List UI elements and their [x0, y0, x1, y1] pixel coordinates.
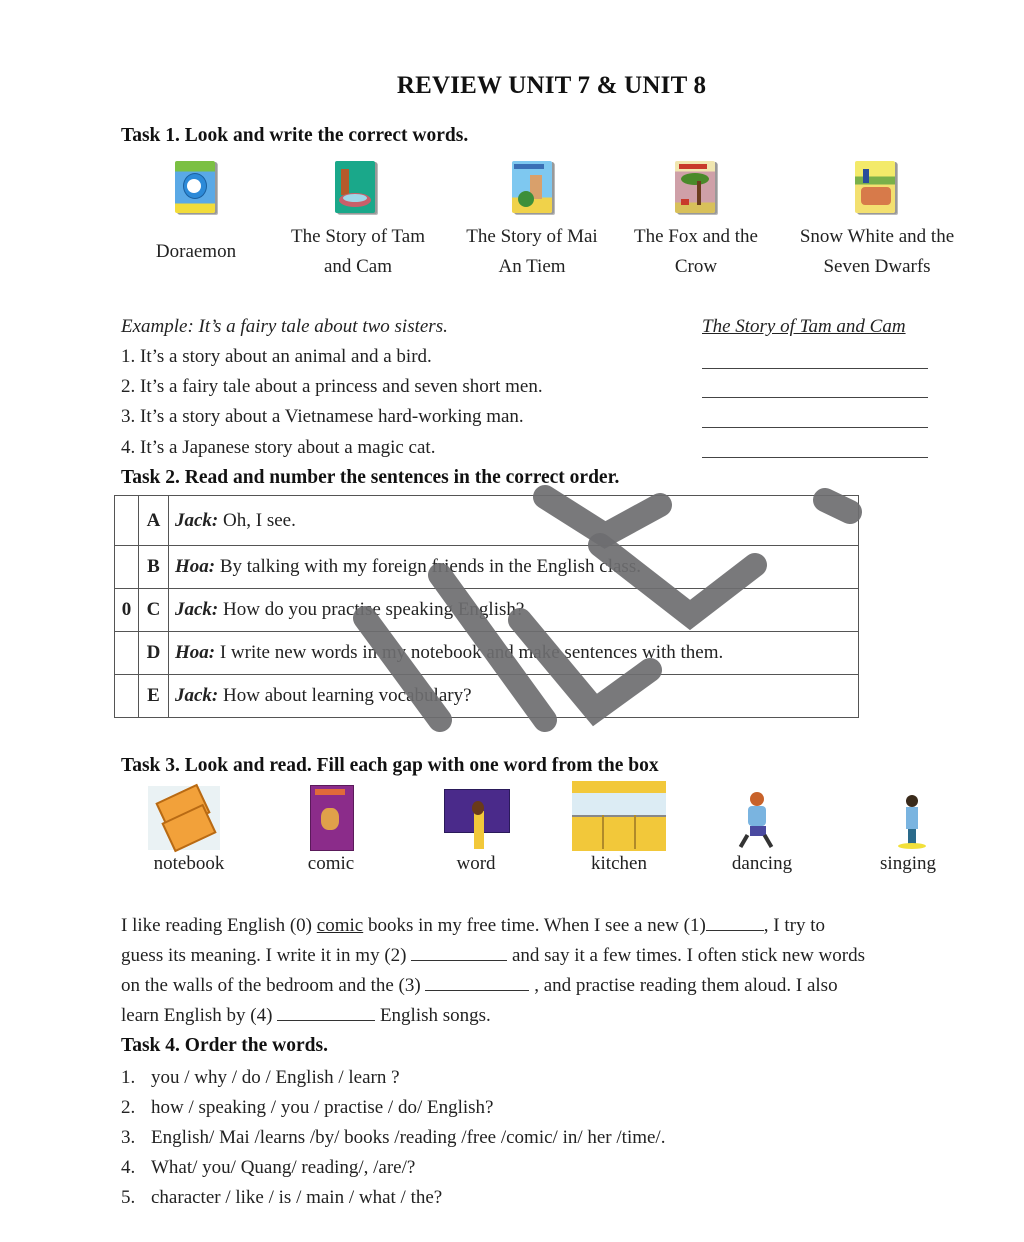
passage-text: and say it a few times. I often stick new words: [507, 945, 865, 966]
passage-line: [121, 911, 981, 941]
item-text: character / like / is / main / what / the?: [151, 1187, 443, 1208]
example-answer: comic: [316, 915, 364, 936]
answer-blank-2[interactable]: [702, 397, 928, 398]
item-text: What/ you/ Quang/ reading/, /are/?: [151, 1157, 416, 1178]
passage-text: I like reading English (0): [121, 915, 317, 936]
item-number: 1.: [121, 1067, 136, 1088]
task3-heading: Task 3. Look and read. Fill each gap with one word from the box: [121, 755, 659, 776]
speaker: Jack:: [175, 685, 219, 706]
sentence-text: By talking with my foreign friends in the English class.: [215, 556, 641, 577]
order-number-cell[interactable]: [115, 496, 139, 546]
word-label-kitchen: kitchen: [591, 853, 647, 874]
order-number-cell[interactable]: 0: [115, 589, 139, 632]
fill-gap-passage: [121, 911, 981, 1031]
passage-line: [121, 941, 981, 971]
letter-cell: A: [139, 496, 169, 546]
order-words-list: [121, 1063, 665, 1213]
sentence-text: I write new words in my notebook and make sentences with them.: [215, 642, 724, 663]
sentence-cell: [169, 546, 859, 589]
book-caption: [140, 237, 252, 267]
order-number-cell[interactable]: [115, 675, 139, 718]
singing-man-icon: [884, 785, 944, 851]
item-text: how / speaking / you / practise / do/ English?: [151, 1097, 494, 1118]
sentence-cell: [169, 589, 859, 632]
passage-text: on the walls of the bedroom and the (3): [121, 975, 426, 996]
dancing-boy-icon: [738, 790, 788, 850]
letter-cell: E: [139, 675, 169, 718]
passage-text: , I try to: [763, 915, 826, 936]
table-row: [115, 675, 859, 718]
table-row: [115, 632, 859, 675]
comic-book-icon: [310, 785, 354, 851]
answer-blank-4[interactable]: [702, 457, 928, 458]
book-caption: [620, 222, 772, 282]
list-item: [121, 1183, 665, 1213]
book-caption-line: An Tiem: [498, 256, 566, 277]
question-4: 4. It’s a Japanese story about a magic cat.: [121, 437, 436, 458]
book-caption-line: The Story of Mai: [466, 226, 598, 247]
list-item: [121, 1123, 665, 1153]
answer-blank-3[interactable]: [702, 427, 928, 428]
example-sentence: Example: It’s a fairy tale about two sisters.: [121, 316, 448, 337]
speaker: Hoa:: [175, 556, 216, 577]
speaker: Jack:: [175, 599, 219, 620]
word-label-notebook: notebook: [153, 853, 225, 874]
mai-an-tiem-book-icon: [512, 161, 552, 213]
list-item: [121, 1093, 665, 1123]
table-row: [115, 589, 859, 632]
sentence-text: How do you practise speaking English?: [218, 599, 525, 620]
order-number-cell[interactable]: [115, 546, 139, 589]
item-text: English/ Mai /learns /by/ books /reading /free /comic/ in/ her /time/.: [151, 1127, 666, 1148]
word-label-singing: singing: [880, 853, 936, 874]
table-row: [115, 496, 859, 546]
item-text: you / why / do / English / learn ?: [151, 1067, 400, 1088]
passage-text: guess its meaning. I write it in my (2): [121, 945, 412, 966]
speaker: Hoa:: [175, 642, 216, 663]
letter-cell: D: [139, 632, 169, 675]
doraemon-book-icon: [175, 161, 215, 213]
book-caption-line: Crow: [674, 256, 718, 277]
letter-cell: B: [139, 546, 169, 589]
fox-crow-book-icon: [675, 161, 715, 213]
book-caption: [452, 222, 612, 282]
book-caption: [782, 222, 972, 282]
book-caption-line: and Cam: [323, 256, 393, 277]
word-label-word: word: [456, 853, 496, 874]
book-caption-line: Seven Dwarfs: [823, 256, 931, 277]
speaker: Jack:: [175, 509, 219, 531]
passage-line: [121, 1001, 981, 1031]
gap-3-blank[interactable]: [425, 974, 529, 991]
book-caption-line: The Story of Tam: [291, 226, 425, 247]
task2-heading: Task 2. Read and number the sentences in the correct order.: [121, 467, 620, 488]
question-2: 2. It’s a fairy tale about a princess and seven short men.: [121, 376, 543, 397]
tam-cam-book-icon: [335, 161, 375, 213]
item-number: 4.: [121, 1157, 136, 1178]
gap-4-blank[interactable]: [277, 1004, 375, 1021]
item-number: 3.: [121, 1127, 136, 1148]
order-number-cell[interactable]: [115, 632, 139, 675]
list-item: [121, 1153, 665, 1183]
passage-text: English songs.: [375, 1005, 491, 1026]
kitchen-icon: [572, 781, 666, 849]
word-label-dancing: dancing: [731, 853, 793, 874]
sentence-text: Oh, I see.: [218, 509, 296, 531]
passage-text: , and practise reading them aloud. I also: [529, 975, 838, 996]
example-answer: The Story of Tam and Cam: [702, 316, 906, 337]
book-caption: [275, 222, 441, 282]
item-number: 2.: [121, 1097, 136, 1118]
sentence-cell: [169, 632, 859, 675]
page-title: REVIEW UNIT 7 & UNIT 8: [396, 72, 707, 99]
sentence-text: How about learning vocabulary?: [218, 685, 472, 706]
sentence-cell: [169, 675, 859, 718]
item-number: 5.: [121, 1187, 136, 1208]
gap-2-blank[interactable]: [411, 944, 507, 961]
passage-line: [121, 971, 981, 1001]
notebook-icon: [148, 786, 220, 850]
passage-text: learn English by (4): [121, 1005, 278, 1026]
book-caption-line: Doraemon: [155, 241, 237, 262]
task4-heading: Task 4. Order the words.: [121, 1035, 328, 1056]
sentence-cell: [169, 496, 859, 546]
word-label-comic: comic: [307, 853, 355, 874]
book-caption-line: The Fox and the: [633, 226, 758, 247]
question-3: 3. It’s a story about a Vietnamese hard-working man.: [121, 406, 524, 427]
snow-white-book-icon: [855, 161, 895, 213]
answer-blank-1[interactable]: [702, 368, 928, 369]
question-1: 1. It’s a story about an animal and a bird.: [121, 346, 432, 367]
letter-cell: C: [139, 589, 169, 632]
vocabulary-board-icon: [444, 789, 508, 851]
book-caption-line: Snow White and the: [799, 226, 955, 247]
list-item: [121, 1063, 665, 1093]
table-row: [115, 546, 859, 589]
gap-1-blank[interactable]: [706, 914, 764, 931]
dialogue-table: [114, 495, 859, 718]
passage-text: books in my free time. When I see a new (1): [363, 915, 706, 936]
task1-heading: Task 1. Look and write the correct words.: [121, 125, 469, 146]
